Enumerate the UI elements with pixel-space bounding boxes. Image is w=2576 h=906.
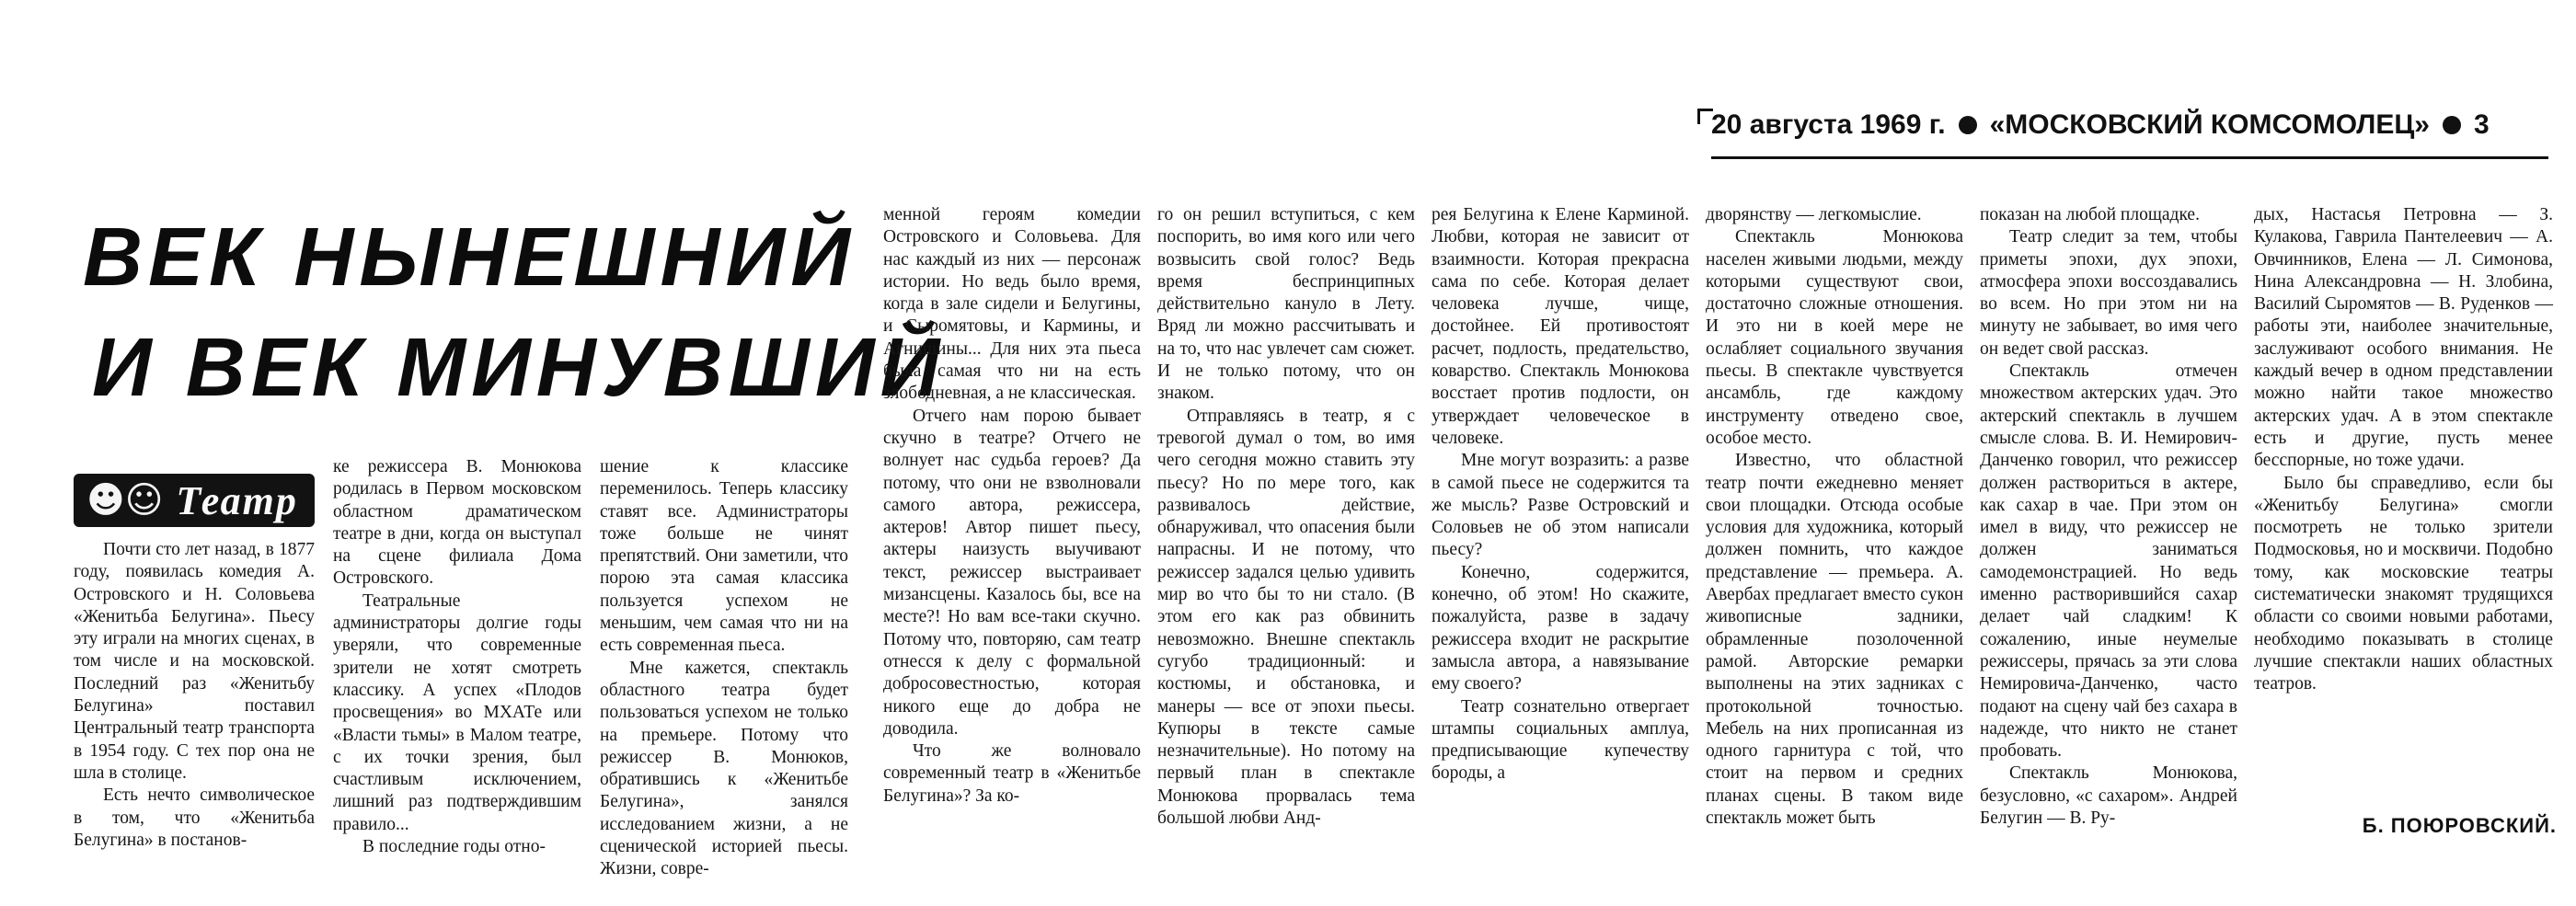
bullet-dot-icon (1959, 116, 1977, 134)
article-column-4 (883, 204, 1141, 862)
article-column-8 (1980, 204, 2237, 862)
paragraph: Известно, что областной театр почти ежедневно меняет свои площадки. Отсюда особые условия для художника, который должен помнить, что каждое представление — премьера. А. Авербах предлагает вместо сукон живописные задники, обрамленные позолоченной рамой. Авторские ремарки выполнены на этих задниках с протокольной точностью. Мебель на них прописанная из одного гарнитура с той, что стоит на первом и средних планах сцены. В таком виде спектакль может быть (1706, 451, 1963, 829)
paragraph: Было бы справедливо, если бы «Женитьбу Белугина» смогли посмотреть не только зрители Подмосковья, но и москвичи. Подобно тому, как московские театры систематически знакомят трудящихся области со своими новыми работами, необходимо показывать в столице лучшие спектакли наших областных театров. (2254, 473, 2553, 694)
paragraph: ке режиссера В. Монюкова родилась в Первом московском областном драматическом театре в дни, когда он выступал на сцене филиала Дома Островского. (333, 457, 581, 589)
paragraph: Театральные администраторы долгие годы уверяли, что современные зрители не хотят смотреть классику. А успех «Плодов просвещения» во МХАТе или «Власти тьмы» в Малом театре, с их точки зрения, был счастливым исключением, лишний раз подтверждившим правило... (333, 591, 581, 834)
paragraph: Мне могут возразить: а разве в самой пьесе не содержится та же мысль? Разве Островский и Соловьев не об этом написали пьесу? (1432, 451, 1689, 560)
paragraph: Конечно, содержится, конечно, об этом! Но скажите, пожалуйста, разве в задачу режиссера входит не раскрытие замысла автора, а навязывание ему своего? (1432, 562, 1689, 694)
section-logo (74, 474, 315, 527)
page-number: 3 (2473, 109, 2490, 141)
section-logo-label: Театр (176, 477, 298, 523)
paragraph: Есть нечто символическое в том, что «Женитьба Белугина» в постанов- (74, 786, 315, 850)
article-column-3 (600, 456, 848, 879)
article-column-2 (333, 456, 581, 861)
theatre-masks-icon: ☻☺ (86, 479, 164, 522)
article-column-7 (1706, 204, 1963, 862)
article-column-1 (74, 539, 315, 856)
paragraph: го он решил вступиться, с кем поспорить, во имя кого или чего возвысить свой голос? Ведь время беспринципных действительно кануло в Лету. Вряд ли можно рассчитывать и на то, что нас увлечет сам сюжет. И не только потому, что он знаком. (1157, 205, 1415, 404)
paragraph: дых, Настасья Петровна — З. Кулакова, Гаврила Пантелеевич — А. Овчинников, Елена — Л. Симонова, Нина Александровна — Н. Злобина, Василий Сыромятов — В. Руденков — работы эти, наиболее значительные, заслуживают особого внимания. Не каждый вечер в одном представлении можно найти такое множество актерских удач. А в этом спектакле есть и другие, пусть менее бесспорные, но тоже удачи. (2254, 205, 2553, 471)
header-rule (1711, 156, 2548, 159)
article-column-6 (1432, 204, 1689, 862)
paragraph: Театр следит за тем, чтобы приметы эпохи, дух эпохи, атмосфера эпохи воссоздавались во всем. Но при этом ни на минуту не забывает, во имя чего он ведет свой рассказ. (1980, 227, 2237, 359)
paragraph: Отправляясь в театр, я с тревогой думал о том, во имя чего сегодня можно ставить эту пьесу? Но по мере того, как развивалось действие, обнаруживал, что опасения были напрасны. И не потому, что режиссер задался целью удивить мир во что бы то ни стало. (В этом его как раз обвинить невозможно. Внешне спектакль сугубо традиционный: и костюмы, и обстановка, и манеры — все от эпохи пьесы. Купюры в тексте самые незначительные). Но потому на первый план в спектакле Монюкова прорвалась тема большой любви Анд- (1157, 406, 1415, 829)
issue-date: 20 августа 1969 г. (1711, 109, 1946, 141)
paragraph: Что же волновало современный театр в «Женитьбе Белугина»? За ко- (883, 741, 1141, 806)
paragraph: Спектакль Монюкова населен живыми людьми, между которыми существуют свои, достаточно сложные отношения. И это ни в коей мере не ослабляет социального звучания пьесы. В спектакле чувствуется ансамбль, где каждому инструменту отведено свое, особое место. (1706, 227, 1963, 448)
paragraph: Спектакль Монюкова, безусловно, «с сахаром». Андрей Белугин — В. Ру- (1980, 763, 2237, 829)
paragraph: показан на любой площадке. (1980, 205, 2200, 224)
headline-line-1: ВЕК НЫНЕШНИЙ (83, 212, 856, 304)
article-column-5 (1157, 204, 1415, 862)
paragraph: Почти сто лет назад, в 1877 году, появилась комедия А. Островского и Н. Соловьева «Женитьба Белугина». Пьесу эту играли на многих сценах, в том числе и на московской. Последний раз «Женитьбу Белугина» поставил Центральный театр транспорта в 1954 году. С тех пор она не шла в столице. (74, 540, 315, 783)
author-signature: Б. ПОЮРОВСКИЙ. (2362, 814, 2557, 837)
paragraph: Театр сознательно отвергает штампы социальных амплуа, предписывающие купечеству бороды, а (1432, 696, 1689, 784)
bullet-dot-icon (2443, 116, 2461, 134)
paragraph: рея Белугина к Елене Карминой. Любви, которая не зависит от взаимности. Которая прекрасна сама по себе. Которая делает человека лучше, чище, достойнее. Ей противостоят расчет, подлость, предательство, коварство. Спектакль Монюкова восстает против подлости, он утверждает человеческое в человеке. (1432, 205, 1689, 448)
page-header (1711, 109, 2558, 151)
paragraph: Мне кажется, спектакль областного театра будет пользоваться успехом не только на премьере. Потому что режиссер В. Монюков, обратившись к «Женитьбе Белугина», занялся исследованием жизни, а не сценической историей пьесы. Жизни, совре- (600, 658, 848, 879)
article-column-9 (2254, 204, 2553, 802)
paragraph: менной героям комедии Островского и Соловьева. Для нас каждый из них — персонаж истории. Но ведь было время, когда в зале сидели и Белугины, и Сыромятовы, и Кармины, и Агнишины... Для них эта пьеса была самая что ни на есть злободневная, а не классическая. (883, 205, 1141, 404)
headline-line-2: И ВЕК МИНУВШИЙ (92, 322, 946, 414)
paragraph: Отчего нам порою бывает скучно в театре? Отчего не волнует нас судьба героев? Да потому, что они не взволновали самого автора, режиссера, актеров! Автор пишет пьесу, актеры наизусть выучивают текст, режиссер выстраивает мизансцены. Казалось бы, все на месте?! Но вам все-таки скучно. Потому что, повторяю, сам театр отнесся к делу с формальной добросовестностью, которая никого еще до добра не доводила. (883, 406, 1141, 739)
newspaper-name: «МОСКОВСКИЙ КОМСОМОЛЕЦ» (1989, 109, 2430, 141)
paragraph: Спектакль отмечен множеством актерских удач. Это актерский спектакль в лучшем смысле слова. В. И. Немирович-Данченко говорил, что режиссер должен раствориться в актере, как сахар в чае. При этом он имел в виду, что режиссер не должен заниматься самодемонстрацией. Но ведь именно растворившийся сахар делает чай сладким! К сожалению, иные неумелые режиссеры, прячась за эти слова Немировича-Данченко, часто подают на сцену чай без сахара в надежде, что никто не станет пробовать. (1980, 361, 2237, 762)
paragraph: дворянству — легкомыслие. (1706, 205, 1922, 224)
paragraph: В последние годы отно- (362, 837, 546, 857)
paragraph: шение к классике переменилось. Теперь классику ставят все. Администраторы тоже больше не чинят препятствий. Они заметили, что порою эта самая классика пользуется успехом не меньшим, чем самая что ни на есть современная пьеса. (600, 457, 848, 656)
